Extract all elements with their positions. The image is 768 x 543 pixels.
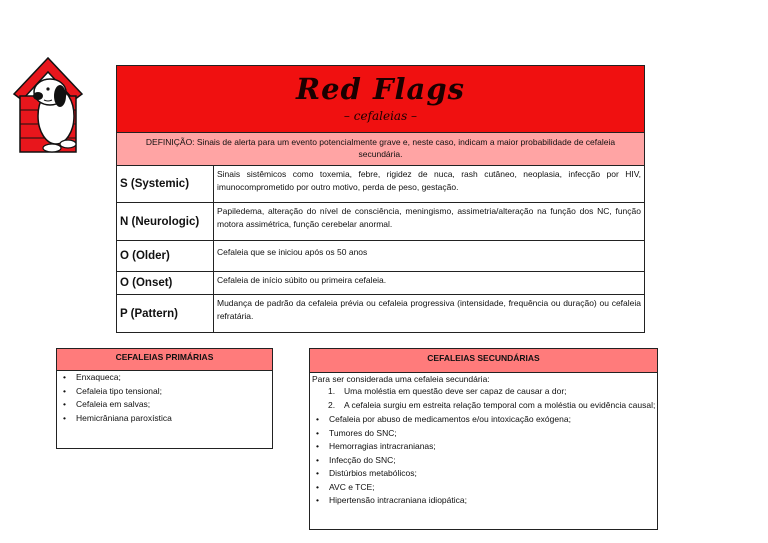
- red-flags-table: [116, 65, 645, 333]
- secondary-headaches-box: [309, 348, 658, 530]
- snoopy-doghouse-icon: [8, 56, 88, 156]
- list-item: • Hemicrâniana paroxística: [63, 412, 272, 426]
- bullet-icon: •: [316, 427, 319, 438]
- red-flag-row-onset: [117, 272, 644, 295]
- list-item: • Enxaqueca;: [63, 371, 272, 385]
- primary-headaches-box: [56, 348, 273, 449]
- list-item: • Tumores do SNC;: [316, 427, 657, 441]
- list-item: 1. Uma moléstia em questão deve ser capaz de causar a dor;: [328, 386, 567, 396]
- list-item: 2. A cefaleia surgiu em estreita relação temporal com a moléstia ou evidência causal;: [328, 399, 656, 410]
- list-item: • Hemorragias intracranianas;: [316, 440, 657, 454]
- red-flag-key: P (Pattern): [117, 295, 214, 332]
- primary-headaches-title: CEFALEIAS PRIMÁRIAS: [57, 349, 272, 371]
- secondary-criteria-list: [310, 386, 657, 411]
- red-flag-key: O (Older): [117, 241, 214, 271]
- list-item: • Hipertensão intracraniana idiopática;: [316, 494, 657, 508]
- bullet-icon: •: [316, 441, 319, 451]
- list-item: • AVC e TCE;: [316, 481, 657, 495]
- list-item: • Infecção do SNC;: [316, 454, 657, 468]
- red-flag-text: Papiledema, alteração do nível de consciência, meningismo, assimetria/alteração na função dos NC, função motora assimétrica, função cerebelar anormal.: [217, 206, 641, 229]
- secondary-causes-list: [310, 413, 657, 508]
- red-flag-row-older: [117, 241, 644, 272]
- red-flags-header: [117, 66, 644, 133]
- red-flag-key: O (Onset): [117, 272, 214, 294]
- bullet-icon: •: [316, 454, 319, 465]
- page-subtitle: – cefaleias –: [343, 109, 418, 123]
- list-item: • Cefaleia tipo tensional;: [63, 385, 272, 399]
- red-flag-row-neurologic: [117, 203, 644, 241]
- page-title: Red Flags: [296, 72, 465, 106]
- red-flag-text: Mudança de padrão da cefaleia prévia ou cefaleia progressiva (intensidade, frequência ou duração) ou cefaleia refratária.: [217, 298, 641, 321]
- red-flag-key: N (Neurologic): [117, 203, 214, 240]
- bullet-icon: •: [316, 481, 319, 492]
- bullet-icon: •: [316, 495, 319, 505]
- red-flag-key: S (Systemic): [117, 166, 214, 202]
- bullet-icon: •: [63, 385, 66, 396]
- list-item: • Distúrbios metabólicos;: [316, 467, 657, 481]
- primary-headaches-list: [57, 371, 272, 425]
- secondary-headaches-title: CEFALEIAS SECUNDÁRIAS: [310, 349, 657, 373]
- list-item: • Cefaleia em salvas;: [63, 398, 272, 412]
- red-flag-text: Sinais sistêmicos como toxemia, febre, rigidez de nuca, rash cutâneo, neoplasia, infecção por HIV, imunocomprometido por outro motivo, perda de peso, gestação.: [217, 169, 641, 192]
- bullet-icon: •: [63, 372, 66, 382]
- definition: DEFINIÇÃO: Sinais de alerta para um evento potencialmente grave e, neste caso, indicam a maior probabilidade de cefaleia secundária.: [117, 133, 644, 166]
- red-flag-row-systemic: [117, 166, 644, 203]
- bullet-icon: •: [63, 412, 66, 423]
- bullet-icon: •: [316, 468, 319, 478]
- bullet-icon: •: [316, 414, 319, 424]
- list-item: • Cefaleia por abuso de medicamentos e/ou intoxicação exógena;: [316, 413, 657, 427]
- red-flag-row-pattern: [117, 295, 644, 332]
- red-flag-text: Cefaleia de início súbito ou primeira cefaleia.: [217, 275, 387, 285]
- bullet-icon: •: [63, 399, 66, 409]
- secondary-intro: Para ser considerada uma cefaleia secundária:: [312, 374, 490, 384]
- red-flag-text: Cefaleia que se iniciou após os 50 anos: [217, 247, 368, 257]
